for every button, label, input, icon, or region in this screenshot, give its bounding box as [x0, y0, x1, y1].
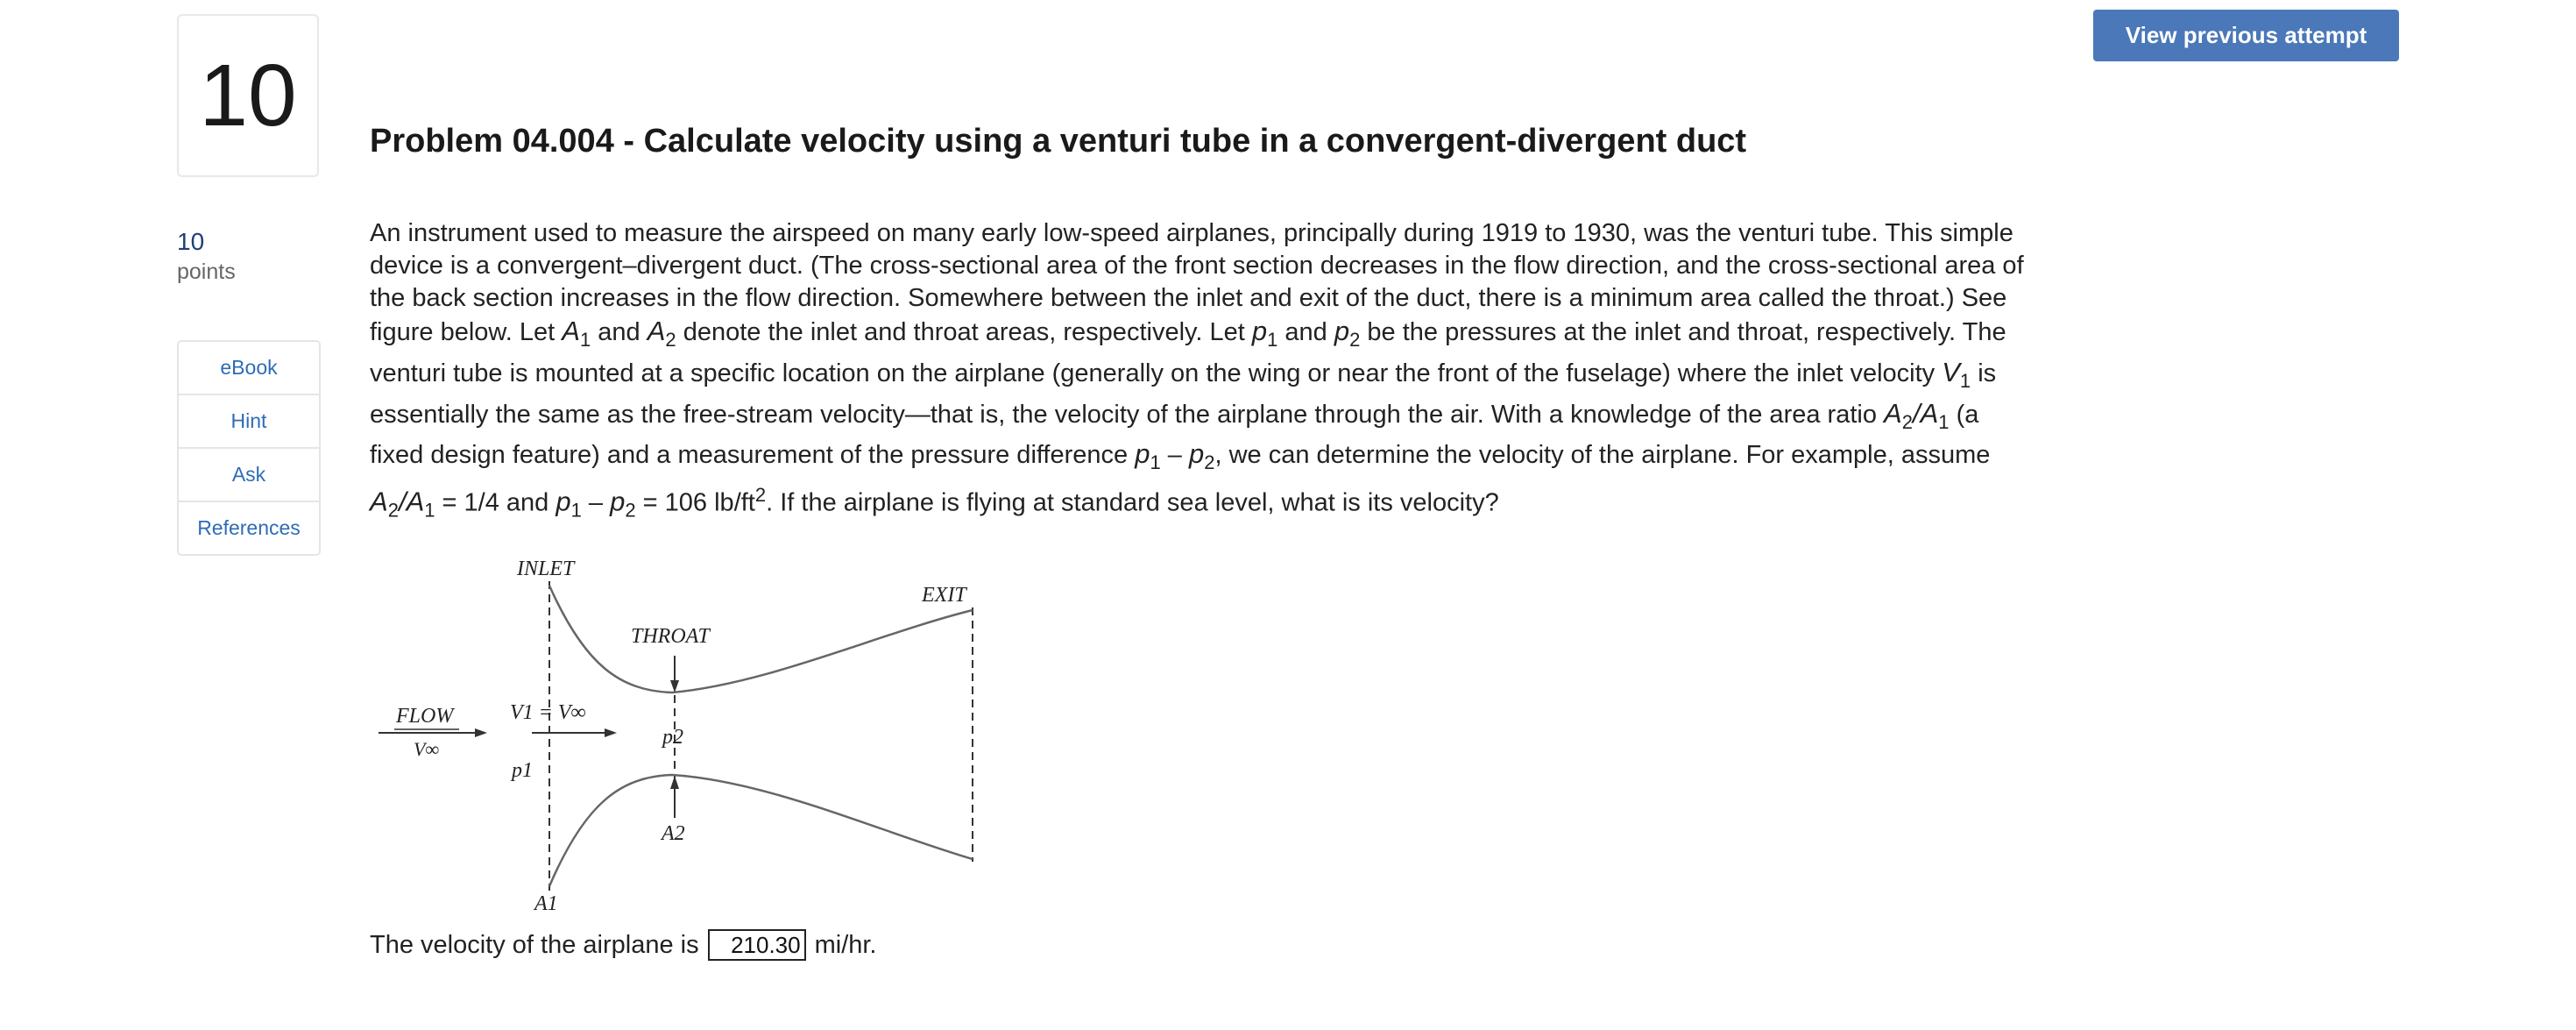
flow-label: FLOW	[396, 705, 454, 728]
ask-link[interactable]: Ask	[179, 449, 319, 502]
a2-label: A2	[662, 822, 685, 845]
upper-wall	[549, 586, 973, 693]
question-number: 10	[177, 14, 319, 177]
problem-title: Problem 04.004 - Calculate velocity using a venturi tube in a convergent-divergent duct	[370, 123, 1747, 160]
points-value: 10	[177, 228, 205, 255]
v1-label: V1 = V∞	[510, 701, 586, 724]
answer-prefix: The velocity of the airplane is	[370, 931, 699, 959]
ebook-link[interactable]: eBook	[179, 342, 319, 395]
a1-label: A1	[534, 892, 558, 915]
question-tools	[177, 340, 321, 556]
answer-line	[370, 927, 877, 963]
p1-label: p1	[512, 759, 533, 782]
exit-label: EXIT	[922, 584, 966, 607]
p2-label: p2	[662, 726, 683, 749]
throat-label: THROAT	[631, 625, 710, 648]
throat-bottom-arrowhead	[670, 776, 679, 789]
v1-arrowhead	[605, 728, 617, 737]
problem-statement: An instrument used to measure the airspeed on many early low-speed airplanes, principally during 1919 to 1930, was the venturi tube. This simple device is a convergent–divergent duct. (The cross-sectional area of the front section decreases in the flow direction, and the cross-sectional area of the back section increases in the flow direction. Somewhere between the inlet and exit of the duct, there is a minimum area called the throat.) See figure below. Let $A_1$ and $A_2$ denote the inlet and throat areas, respectively. Let $p_1$ and $p_2$ be the pressures at the inlet and throat, respectively. The venturi tube is mounted at a specific location on the airplane (generally on the wing or near the front of the fuselage) where the inlet velocity $V_1$ is essentially the same as the free-stream velocity—that is, the velocity of the airplane through the air. With a knowledge of the area ratio $A_2/A_1$ (a fixed design feature) and a measurement of the pressure difference $p_1 - p_2$, we can determine the velocity of the airplane. For example, assume $A_2/A_1 = 1/4$ and $p_1 - p_2 = 106$ $lb/ft^2$. If the airplane is flying at standard sea level, what is its velocity?	[370, 219, 2024, 522]
velocity-input[interactable]	[708, 929, 806, 961]
venturi-tube-figure	[370, 551, 983, 919]
vinf-label: V∞	[414, 738, 440, 760]
lower-wall	[549, 775, 973, 886]
inlet-label: INLET	[517, 558, 575, 580]
answer-unit: mi/hr.	[814, 931, 877, 959]
throat-top-arrowhead	[670, 680, 679, 693]
flow-arrowhead	[475, 728, 487, 737]
view-previous-attempt-button[interactable]: View previous attempt	[2093, 10, 2399, 61]
hint-link[interactable]: Hint	[179, 395, 319, 449]
points-label: points	[177, 259, 236, 284]
points-panel	[177, 226, 236, 286]
references-link[interactable]: References	[197, 516, 301, 539]
